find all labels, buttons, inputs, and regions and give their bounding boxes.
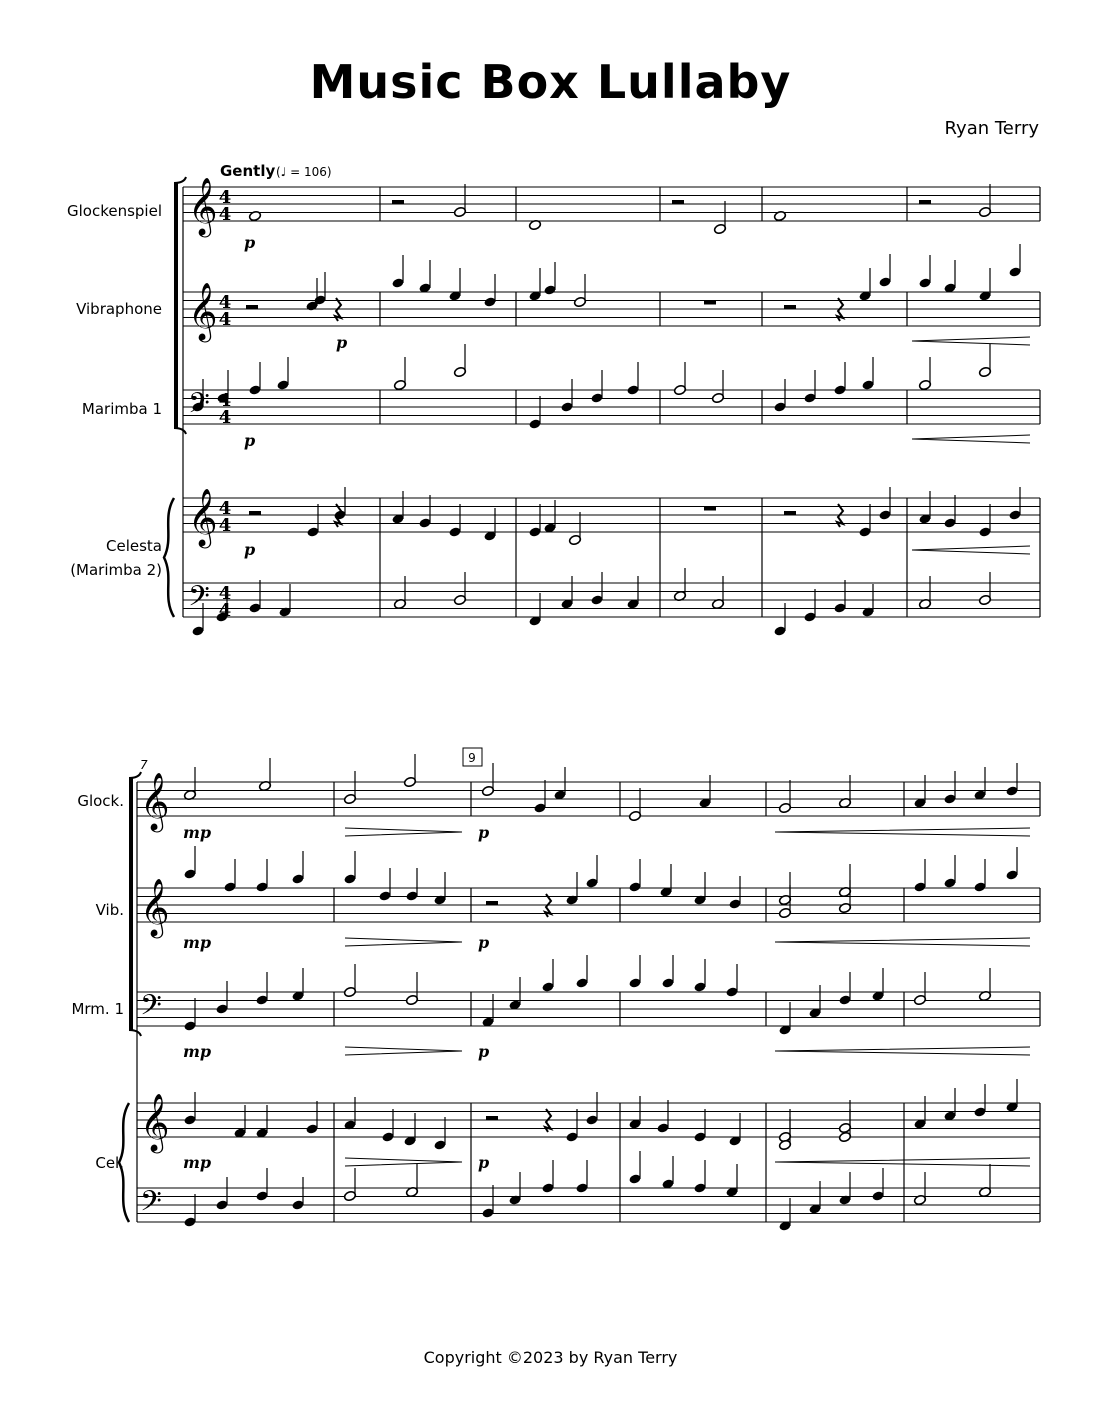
half-rest (486, 1116, 498, 1120)
staff-sys1-0 (183, 187, 1040, 221)
bracket-bottom-hook (129, 1030, 141, 1036)
piano-brace (164, 498, 174, 617)
instrument-label-glock: Glock. (77, 792, 124, 810)
bass-clef-icon: 𝄢 (188, 580, 210, 620)
dynamic-p: p (244, 233, 256, 252)
dynamic-p: p (244, 540, 256, 559)
crescendo-hairpin (775, 1158, 1030, 1166)
instrument-label-vibraphone: Vibraphone (76, 300, 162, 318)
dynamic-p: p (478, 1042, 490, 1061)
crescendo-hairpin (912, 546, 1030, 554)
bass-clef-icon: 𝄢 (140, 989, 162, 1029)
tempo-value: (♩ = 106) (276, 165, 332, 179)
time-signature-bottom: 4 (218, 309, 232, 330)
diminuendo-hairpin (345, 1047, 462, 1055)
dynamic-mp: mp (183, 1153, 212, 1172)
bass-clef-icon: 𝄢 (140, 1185, 162, 1225)
treble-clef-icon: 𝄞 (140, 1093, 170, 1151)
crescendo-hairpin (775, 1047, 1030, 1055)
measure-number: 7 (140, 758, 148, 772)
instrument-label-marimba1: Marimba 1 (81, 400, 162, 418)
crescendo-hairpin (912, 435, 1030, 443)
crescendo-hairpin (775, 828, 1030, 836)
dynamic-p: p (244, 431, 256, 450)
tempo-marking: Gently (220, 162, 276, 180)
bracket-top-hook (174, 177, 186, 183)
dynamic-mp: mp (183, 1042, 212, 1061)
dynamic-mp: mp (183, 823, 212, 842)
staff-sys1-2 (183, 390, 1040, 424)
time-signature-top: 4 (218, 583, 232, 604)
time-signature-top: 4 (218, 292, 232, 313)
time-signature-bottom: 4 (218, 515, 232, 536)
diminuendo-hairpin (345, 828, 462, 836)
half-rest (919, 200, 931, 204)
time-signature-bottom: 4 (218, 407, 232, 428)
crescendo-hairpin (775, 938, 1030, 946)
instrument-label-cel: Cel. (95, 1154, 124, 1172)
dynamic-p: p (478, 1153, 490, 1172)
dynamic-p: p (336, 333, 348, 352)
treble-clef-icon: 𝄞 (188, 282, 218, 340)
composer-name: Ryan Terry (944, 118, 1039, 139)
whole-rest (704, 507, 716, 511)
time-signature-bottom: 4 (218, 600, 232, 621)
time-signature-bottom: 4 (218, 204, 232, 225)
treble-clef-icon: 𝄞 (188, 488, 218, 546)
staff-sys1-4 (183, 583, 1040, 617)
dynamic-p: p (478, 823, 490, 842)
instrument-label-mrm1: Mrm. 1 (71, 1000, 124, 1018)
half-rest (249, 511, 261, 515)
instrument-label-marimba2: (Marimba 2) (70, 561, 162, 579)
half-rest (392, 200, 404, 204)
half-rest (486, 901, 498, 905)
bass-clef-icon: 𝄢 (188, 387, 210, 427)
staff-sys1-3 (183, 498, 1040, 532)
time-signature-top: 4 (218, 498, 232, 519)
diminuendo-hairpin (345, 938, 462, 946)
time-signature-top: 4 (218, 187, 232, 208)
diminuendo-hairpin (345, 1158, 462, 1166)
half-rest (672, 200, 684, 204)
whole-rest (704, 301, 716, 305)
treble-clef-icon: 𝄞 (188, 177, 218, 235)
treble-clef-icon: 𝄞 (140, 772, 170, 830)
time-signature-top: 4 (218, 390, 232, 411)
dynamic-p: p (478, 933, 490, 952)
copyright-notice: Copyright ©2023 by Ryan Terry (423, 1348, 678, 1367)
score-title: Music Box Lullaby (309, 55, 792, 109)
half-rest (246, 305, 258, 309)
instrument-label-vib: Vib. (95, 901, 124, 919)
crescendo-hairpin (912, 337, 1030, 345)
dynamic-mp: mp (183, 933, 212, 952)
instrument-label-glockenspiel: Glockenspiel (66, 202, 162, 220)
rehearsal-mark: 9 (468, 751, 476, 765)
instrument-label-celesta: Celesta (106, 537, 162, 555)
bracket-bottom-hook (174, 428, 186, 434)
treble-clef-icon: 𝄞 (140, 878, 170, 936)
half-rest (784, 305, 796, 309)
half-rest (784, 511, 796, 515)
